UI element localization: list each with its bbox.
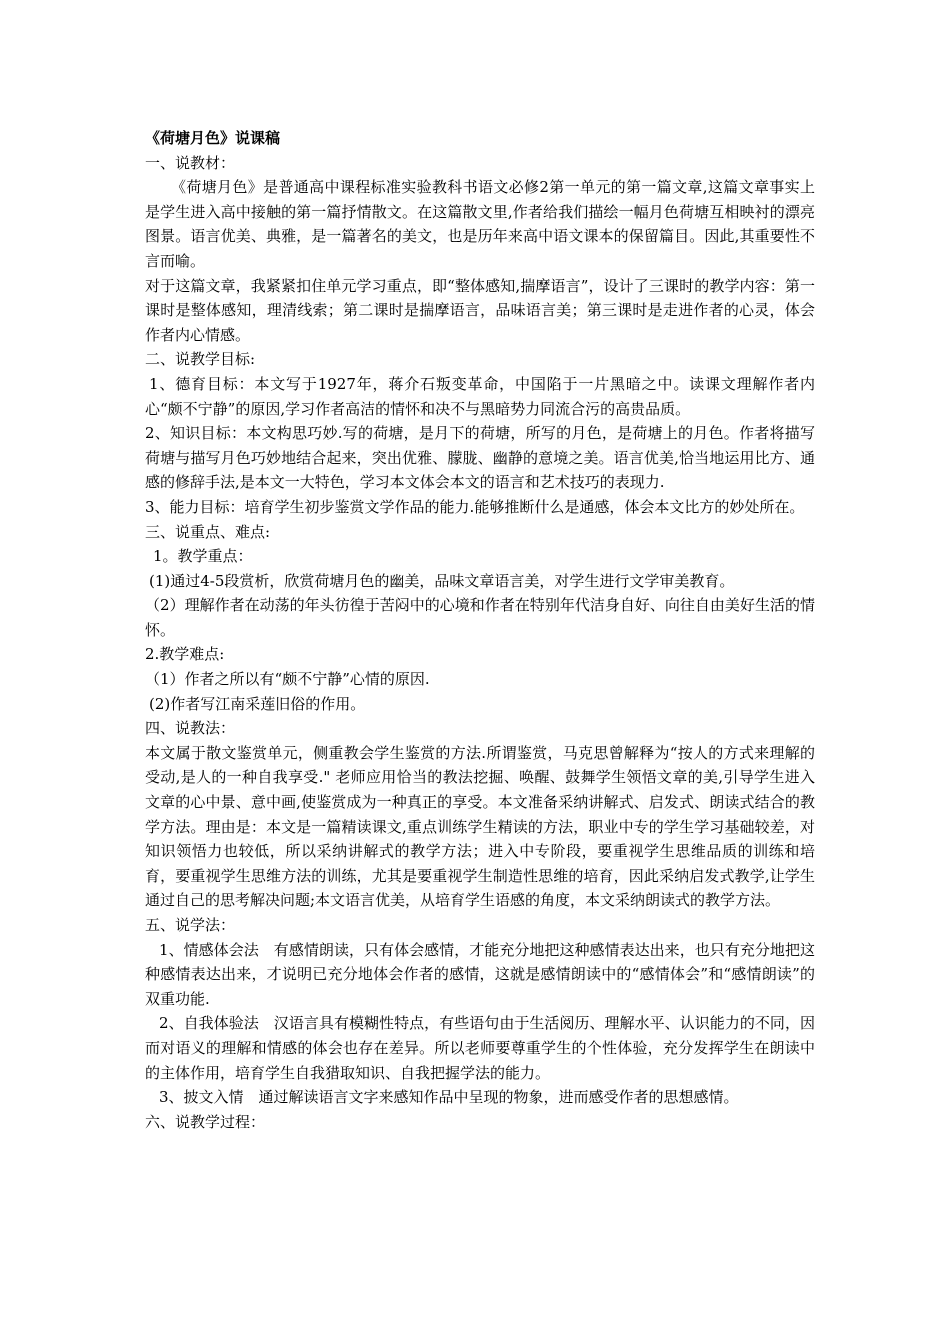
paragraph: 2、自我体验法 汉语言具有模糊性特点，有些语句由于生活阅历、理解水平、认识能力的不同，因而对语义的理解和情感的体会也存在差异。所以老师要尊重学生的个性体验，充分发挥学生在朗读中的主体作用，培育学生自我猎取知识、自我把握学法的能力。 (145, 1014, 815, 1082)
paragraph: 1、德育目标：本文写于1927年，蒋介石叛变革命，中国陷于一片黑暗之中。读课文理解作者内心“颇不宁静”的原因,学习作者高洁的情怀和决不与黑暗势力同流合污的高贵品质。 (145, 374, 815, 418)
paragraph: 2.教学难点: (145, 645, 225, 664)
paragraph: 2、知识目标：本文构思巧妙.写的荷塘，是月下的荷塘，所写的月色，是荷塘上的月色。作者将描写荷塘与描写月色巧妙地结合起来，突出优雅、朦胧、幽静的意境之美。语言优美,恰当地运用比方、通感的修辞手法,是本文一大特色，学习本文体会本文的语言和艺术技巧的表现力. (145, 424, 815, 492)
paragraph: 1、情感体会法 有感情朗读，只有体会感情，才能充分地把这种感情表达出来，也只有充分地把这种感情表达出来，才说明已充分地体会作者的感情，这就是感情朗读中的“感情体会”和“感情朗读”的双重功能. (145, 940, 815, 1008)
paragraph: 三、说重点、难点: (145, 522, 271, 541)
document-title: 《荷塘月色》说课稿 (145, 129, 281, 147)
paragraph: 3、能力目标：培育学生初步鉴赏文学作品的能力.能够推断什么是通感，体会本文比方的妙处所在。 (145, 497, 805, 516)
paragraph: 《荷塘月色》是普通高中课程标准实验教科书语文必修2第一单元的第一篇文章,这篇文章事实上是学生进入高中接触的第一篇抒情散文。在这篇散文里,作者给我们描绘一幅月色荷塘互相映衬的漂亮图景。语言优美、典雅，是一篇著名的美文，也是历年来高中语文课本的保留篇目。因此,其重要性不言而喻。 (145, 178, 815, 270)
paragraph: 四、说教法： (145, 719, 236, 738)
paragraph: (2)作者写江南采莲旧俗的作用。 (149, 694, 366, 713)
paragraph: 一、说教材： (145, 153, 236, 172)
paragraph: (1)通过4-5段赏析，欣赏荷塘月色的幽美，品味文章语言美，对学生进行文学审美教育。 (149, 571, 735, 590)
document-body (145, 126, 815, 1134)
paragraph: 对于这篇文章，我紧紧扣住单元学习重点，即“整体感知,揣摩语言”，设计了三课时的教学内容：第一课时是整体感知，理清线索；第二课时是揣摩语言，品味语言美；第三课时是走进作者的心灵，体会作者内心情感。 (145, 276, 815, 344)
paragraph: 二、说教学目标: (145, 350, 256, 369)
paragraph: 本文属于散文鉴赏单元，侧重教会学生鉴赏的方法.所谓鉴赏，马克思曾解释为“按人的方式来理解的受动,是人的一种自我享受." 老师应用恰当的教法挖掘、唤醒、鼓舞学生领悟文章的美,引导学生进入文章的心中景、意中画,使鉴赏成为一种真正的享受。本文准备采纳讲解式、启发式、朗读式结合的教学方法。理由是：本文是一篇精读课文,重点训练学生精读的方法，职业中专的学生学习基础较差，对知识领悟力也较低，所以采纳讲解式的教学方法；进入中专阶段，要重视学生思维品质的训练和培育，要重视学生思维方法的训练，尤其是要重视学生制造性思维的培育，因此采纳启发式教学,让学生通过自己的思考解决问题;本文语言优美，从培育学生语感的角度，本文采纳朗读式的教学方法。 (145, 743, 815, 910)
paragraph: 3、披文入情 通过解读语言文字来感知作品中呈现的物象，进而感受作者的思想感情。 (159, 1088, 739, 1107)
paragraph: （2）理解作者在动荡的年头彷徨于苦闷中的心境和作者在特别年代洁身自好、向往自由美好生活的情怀。 (145, 596, 815, 639)
paragraph: 1。教学重点： (153, 547, 253, 566)
paragraph-list (145, 151, 815, 1135)
paragraph: 六、说教学过程： (145, 1112, 266, 1131)
paragraph: （1）作者之所以有“颇不宁静”心情的原因. (145, 670, 430, 689)
paragraph: 五、说学法： (145, 916, 236, 934)
